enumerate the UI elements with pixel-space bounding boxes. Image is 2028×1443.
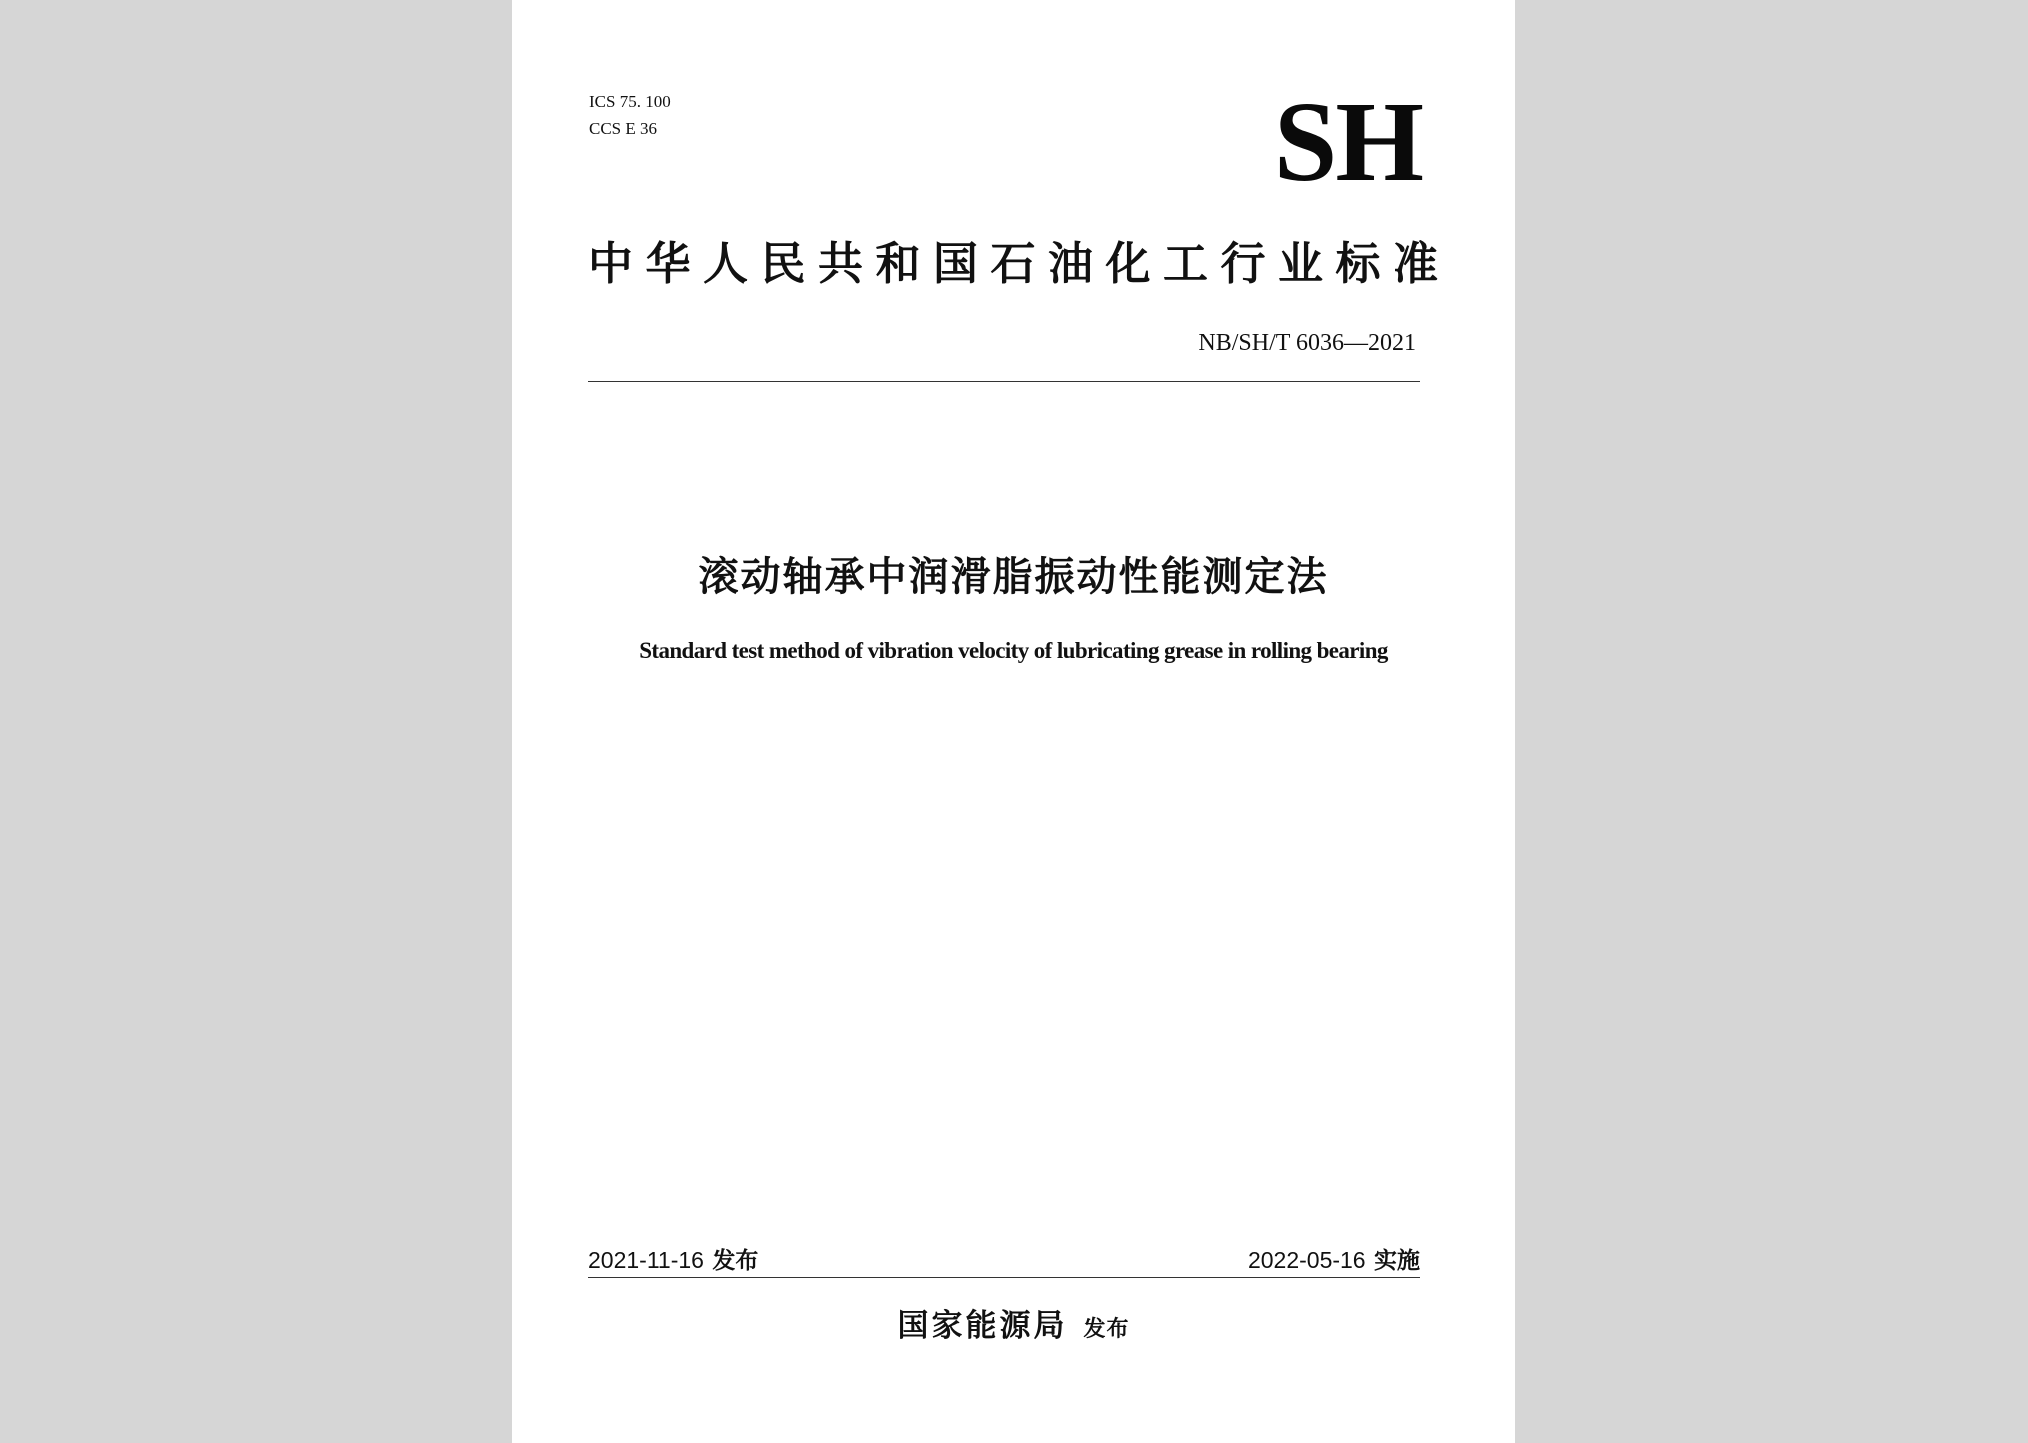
issuer-name: 国家能源局: [897, 1308, 1068, 1344]
issue-label: 发布: [712, 1248, 759, 1274]
document-title-english: Standard test method of vibration velocity of lubricating grease in rolling bearing: [639, 638, 1388, 663]
effective-label: 实施: [1374, 1248, 1420, 1274]
issuer-suffix: 发布: [1083, 1317, 1130, 1342]
issue-date: 2021-11-16: [588, 1247, 704, 1273]
effective-date: 2022-05-16: [1247, 1247, 1366, 1273]
footer-divider: [588, 1277, 1420, 1278]
header-divider: [588, 381, 1420, 382]
classification-codes: [589, 88, 671, 142]
dates-row: [588, 1244, 1420, 1276]
document-cover-page: [512, 0, 1515, 1443]
issue-date-group: [588, 1244, 758, 1277]
document-title-chinese: 滚动轴承中润滑脂振动性能测定法: [698, 554, 1329, 600]
effective-date-group: [1248, 1244, 1420, 1277]
standard-category-heading: 中华人民共和国石油化工行业标准: [588, 237, 1438, 290]
industry-mark: SH: [1273, 78, 1422, 205]
ccs-code: CCS E 36: [589, 119, 658, 138]
issuer-line: [512, 1304, 1515, 1353]
standard-number: NB/SH/T 6036—2021: [1198, 330, 1416, 356]
ics-code: ICS 75. 100: [589, 92, 671, 111]
